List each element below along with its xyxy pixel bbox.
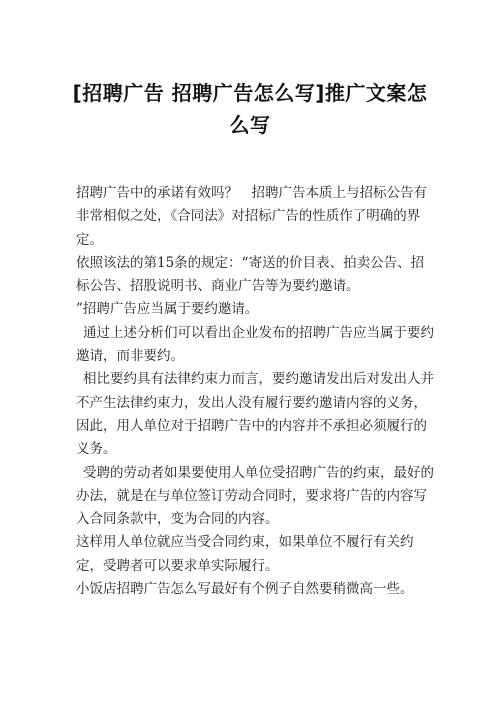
- paragraph: 依照该法的第15条的规定：“寄送的价目表、拍卖公告、招标公告、招股说明书、商业广告等为要约邀请。: [76, 254, 425, 295]
- document-title: [招聘广告 招聘广告怎么写]推广文案怎么写: [72, 81, 428, 137]
- paragraph: ”招聘广告应当属于要约邀请。: [76, 301, 259, 318]
- paragraph: 相比要约具有法律约束力而言，要约邀请发出后对发出人并不产生法律约束力，发出人没有履行要约邀请内容的义务，因此，用人单位对于招聘广告中的内容并不承担必须履行的义务。: [76, 371, 434, 458]
- document-body: [76, 182, 434, 601]
- paragraph: 通过上述分析们可以看出企业发布的招聘广告应当属于要约邀请，而非要约。: [76, 324, 434, 365]
- paragraph: 小饭店招聘广告怎么写最好有个例子自然要稍微高一些。: [76, 581, 414, 598]
- paragraph: 这样用人单位就应当受合同约束，如果单位不履行有关约定，受聘者可以要求单实际履行。: [76, 534, 414, 574]
- paragraph: 受聘的劳动者如果要使用人单位受招聘广告的约束，最好的办法，就是在与单位签订劳动合同时，要求将广告的内容写入合同条款中，变为合同的内容。: [76, 464, 434, 528]
- paragraph: 招聘广告中的承诺有效吗？ 招聘广告本质上与招标公告有非常相似之处，《合同法》对招标广告的性质作了明确的界定。: [76, 185, 427, 248]
